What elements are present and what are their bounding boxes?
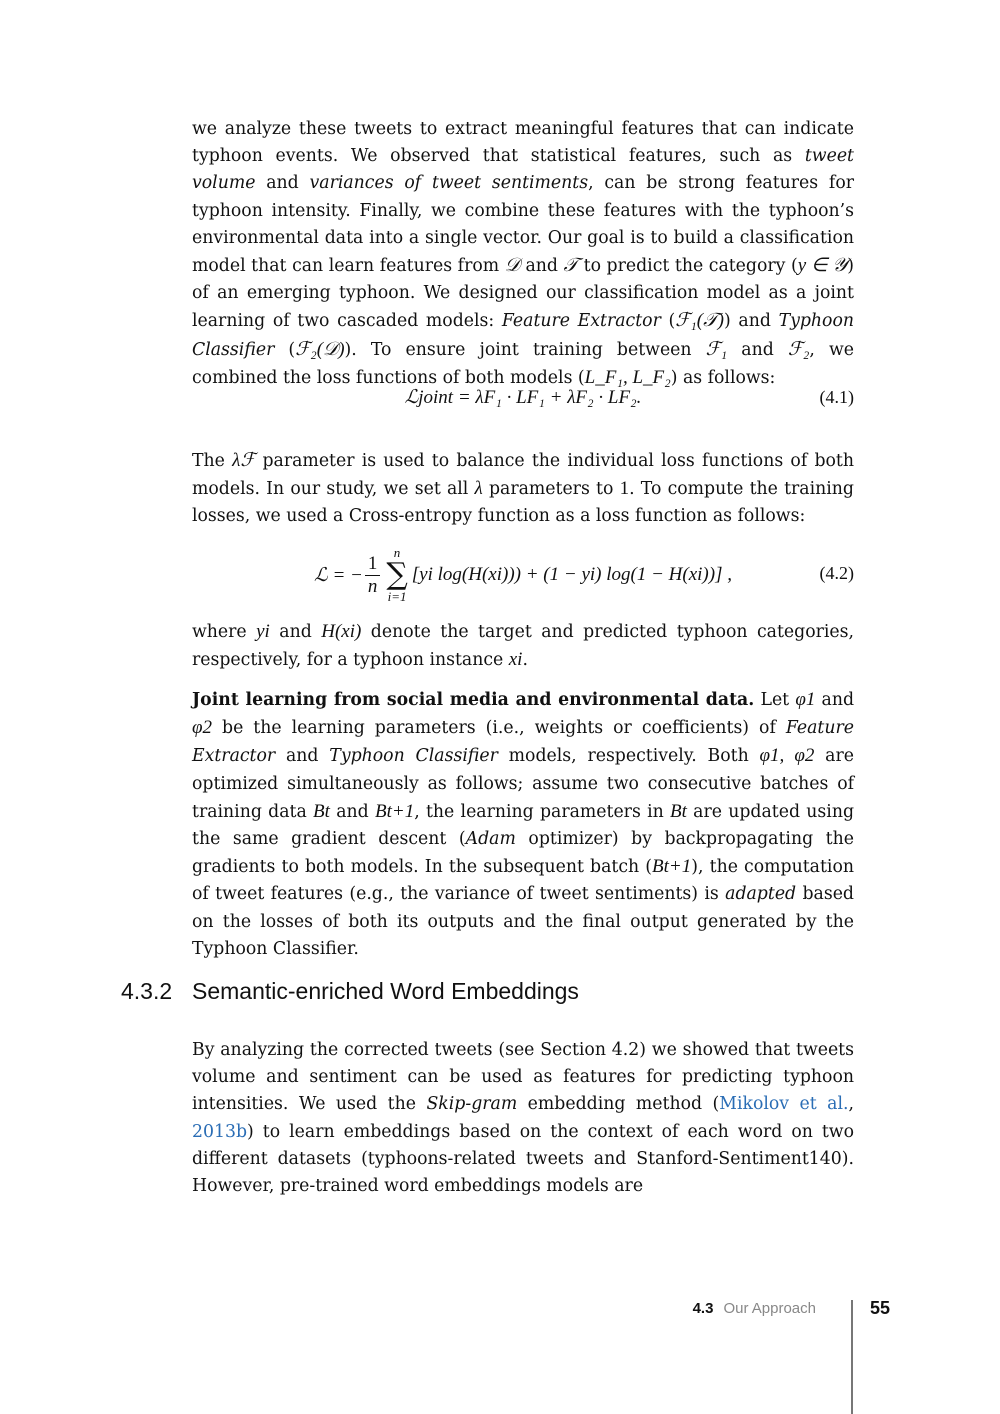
summation — [386, 546, 407, 604]
sum-upper-limit: n — [393, 545, 401, 560]
math-bt1: Bt+1 — [652, 856, 692, 878]
fraction-denominator: n — [367, 575, 378, 597]
section-number: 4.3.2 — [121, 978, 173, 1004]
text-run: ) and — [724, 311, 779, 332]
text-run: and — [329, 801, 375, 822]
text-run: By analyzing the corrected tweets (see Section 4.2) we showed that tweets volume and sentiment can be used as features for predicting typhoon intensities. We used the — [192, 1040, 854, 1115]
text-run: , we combined the loss functions of both models ( — [192, 339, 855, 388]
text-run: ) to learn embeddings based on the context of each word on two different datasets (typhoons-related tweets and Stanford-Sentiment140). However, pre-trained word embeddings models are — [192, 1121, 854, 1197]
section-heading — [121, 978, 579, 1005]
text-run: denote the target and predicted typhoon categories, respectively, for a typhoon instance — [192, 622, 854, 671]
paragraph-joint-learning — [192, 686, 854, 963]
math-xi: xi — [508, 649, 523, 671]
text-run: ), the computation of tweet features (e.g., the variance of tweet sentiments) is — [192, 857, 854, 905]
citation-author-link[interactable]: Mikolov et al. — [719, 1094, 849, 1115]
text-run: and — [727, 339, 788, 360]
math-lambda: λ — [474, 478, 483, 500]
emphasis: Skip-gram — [426, 1094, 518, 1115]
equation-4-1 — [192, 385, 854, 445]
text-run: and — [275, 746, 330, 767]
math-f2-of-d: ℱ₂(𝒟) — [295, 338, 345, 360]
text-run: and — [815, 690, 855, 710]
text-run: to predict the category ( — [578, 256, 798, 277]
text-run: and — [519, 256, 564, 277]
text-run: optimizer) by backpropagating the gradients to both models. In the subsequent batch ( — [192, 829, 854, 878]
running-footer — [693, 1300, 816, 1317]
page-number: 55 — [870, 1298, 891, 1318]
text-run: , the learning parameters in — [414, 801, 671, 822]
math-dataset-t: 𝒯 — [563, 255, 579, 277]
emphasis: tweet volume — [192, 146, 854, 194]
text-run: ( — [274, 339, 296, 360]
text-run: , can be strong features for typhoon intensity. Finally, we combine these features with the typhoon’s environmental data into a single vector. Our goal is to build a classification model that can learn features from — [192, 173, 854, 277]
paragraph-intro — [192, 116, 854, 392]
text-run: ) as follows: — [670, 367, 776, 388]
footer-section-title: Our Approach — [723, 1300, 816, 1317]
math-phis: φ1, φ2 — [759, 745, 815, 767]
text-run: ( — [660, 311, 676, 332]
emphasis: Typhoon Classifier — [192, 311, 854, 360]
math-category: y ∈ 𝒴 — [797, 255, 848, 277]
text-run: we analyze these tweets to extract meaningful features that can indicate typhoon events. We observed that statistical features, such as — [192, 119, 854, 167]
footer-divider — [851, 1300, 853, 1414]
emphasis: Typhoon Classifier — [329, 746, 498, 767]
emphasis: Adam — [465, 829, 516, 850]
text-run: ). To ensure joint training between — [344, 339, 706, 360]
text-run: , — [848, 1094, 854, 1115]
emphasis: Feature Extractor — [192, 718, 854, 767]
paragraph-where — [192, 618, 854, 674]
paragraph-heading: Joint learning from social media and environmental data. — [192, 690, 755, 710]
sigma-symbol: ∑ — [386, 557, 408, 592]
math-f1-of-t: ℱ₁(𝒯) — [675, 310, 724, 332]
text-run: parameters to — [482, 479, 620, 500]
math-f1: ℱ₁ — [705, 338, 728, 360]
section-title: Semantic-enriched Word Embeddings — [192, 978, 579, 1004]
equation-number: (4.2) — [819, 563, 854, 583]
text-run: are optimized simultaneously as follows; assume two consecutive batches of training data — [192, 746, 854, 822]
equation-expression: ℒjoint = λF₁ · LF₁ + λF₂ · LF₂. — [404, 387, 642, 408]
text-run: parameter is used to balance the individual loss functions of both models. In our study, we set all — [192, 451, 854, 500]
text-run: where — [192, 622, 257, 642]
math-dataset-d: 𝒟 — [504, 255, 520, 277]
text-run: ) of an emerging typhoon. We designed our classification model as a joint learning of two cascaded models: — [192, 256, 854, 332]
text-run: . To compute the training losses, we used a Cross-entropy function as a loss function as follows: — [192, 479, 854, 527]
text-run: The — [192, 451, 233, 471]
math-phi1: φ1 — [795, 689, 816, 710]
paragraph-lambda — [192, 447, 854, 531]
sum-lower-limit: i=1 — [387, 589, 407, 604]
math-f2: ℱ₂ — [787, 338, 810, 360]
text-run: Let — [754, 690, 796, 710]
math-one: 1 — [619, 478, 630, 500]
equation-number: (4.1) — [819, 387, 854, 407]
emphasis: Feature Extractor — [501, 311, 661, 332]
math-lambda-f: λℱ — [232, 450, 256, 471]
math-yi: yi — [256, 621, 270, 642]
math-hxi: H(xi) — [321, 621, 362, 642]
text-run: and — [269, 622, 322, 642]
text-run: be the learning parameters (i.e., weights or coefficients) of — [212, 718, 786, 739]
text-run: . — [522, 650, 528, 671]
footer-section-number: 4.3 — [692, 1300, 714, 1317]
citation-year-link[interactable]: 2013b — [192, 1121, 248, 1142]
math-bt: Bt — [670, 800, 687, 822]
math-bt: Bt — [313, 800, 330, 822]
equation-rhs: [yi log(H(xi))) + (1 − yi) log(1 − H(xi))] , — [411, 564, 732, 585]
paragraph-embeddings — [192, 1037, 854, 1200]
text-run: based on the losses of both its outputs and the final output generated by the Typhoon Classifier. — [192, 884, 854, 959]
text-run: are updated using the same gradient descent ( — [192, 801, 855, 850]
text-run: embedding method ( — [517, 1094, 720, 1115]
emphasis: variances of tweet sentiments — [309, 173, 589, 194]
fraction-numerator: 1 — [365, 553, 381, 576]
equation-4-2 — [192, 543, 854, 607]
emphasis: adapted — [725, 884, 797, 905]
fraction — [365, 553, 381, 598]
text-run: models, respectively. Both — [497, 746, 760, 767]
equation-lhs: ℒ = − — [314, 564, 363, 586]
math-phi2: φ2 — [192, 717, 213, 739]
text-run: and — [255, 173, 310, 194]
math-losses: L_F₁, L_F₂ — [584, 366, 671, 388]
math-bt1: Bt+1 — [374, 800, 415, 822]
